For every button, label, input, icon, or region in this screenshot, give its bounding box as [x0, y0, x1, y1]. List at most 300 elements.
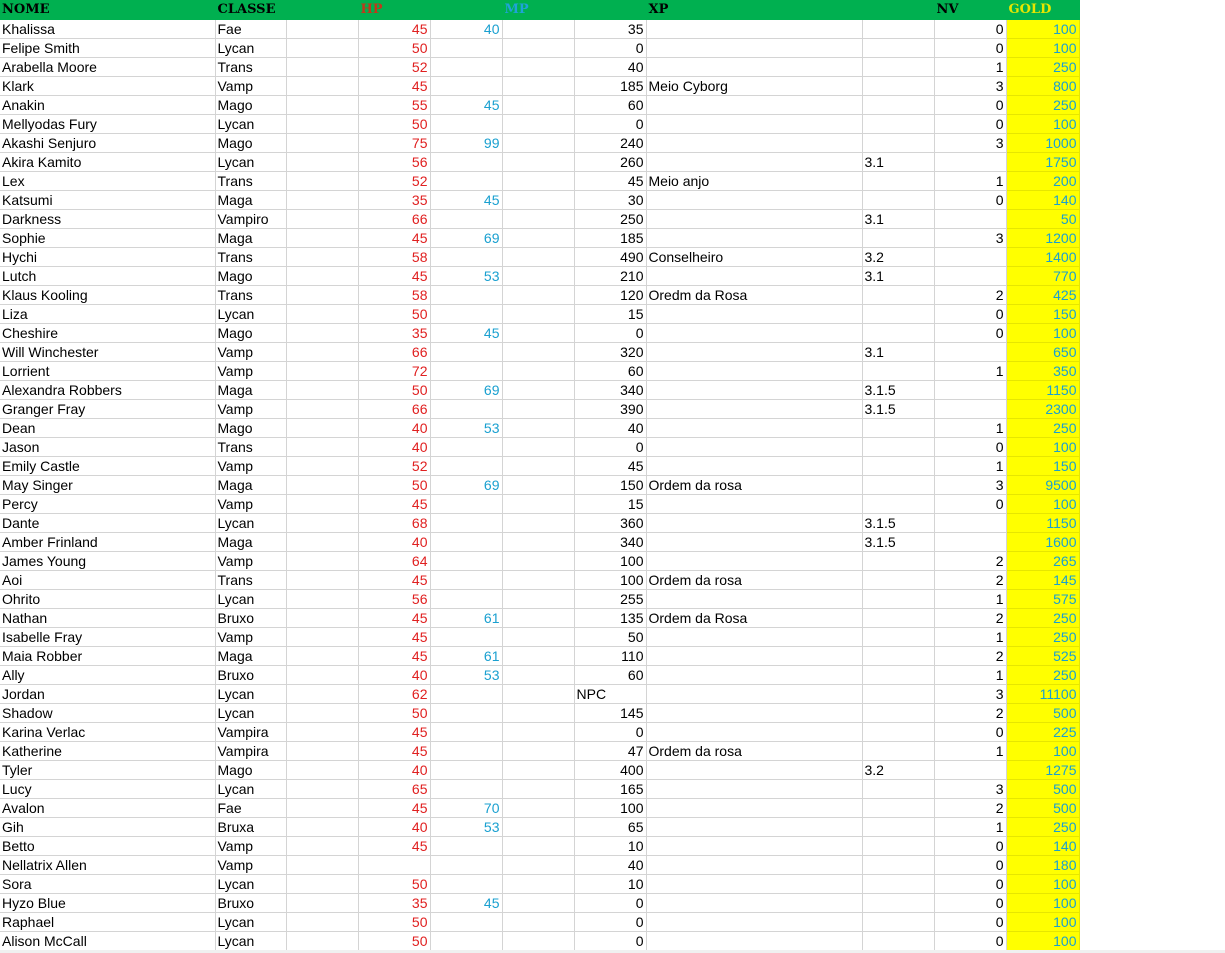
cell-hp[interactable]: 40 [358, 818, 430, 837]
cell-mp[interactable] [430, 913, 502, 932]
cell-nota[interactable] [646, 685, 862, 704]
cell-nome[interactable]: Katherine [0, 742, 215, 761]
cell-xp[interactable]: 60 [574, 666, 646, 685]
cell-hp[interactable]: 40 [358, 419, 430, 438]
cell-gold[interactable]: 100 [1006, 438, 1079, 457]
cell-nota[interactable] [646, 723, 862, 742]
cell-hp[interactable]: 50 [358, 39, 430, 58]
cell-empty[interactable] [286, 799, 358, 818]
cell-nota[interactable]: Meio Cyborg [646, 77, 862, 96]
cell-empty[interactable] [502, 742, 574, 761]
cell-empty[interactable] [286, 533, 358, 552]
cell-classe[interactable]: Bruxo [215, 894, 286, 913]
cell-nv-text[interactable] [862, 590, 934, 609]
cell-mp[interactable] [430, 172, 502, 191]
cell-xp[interactable]: 45 [574, 457, 646, 476]
cell-hp[interactable]: 45 [358, 837, 430, 856]
cell-classe[interactable]: Mago [215, 761, 286, 780]
cell-nv[interactable] [934, 210, 1006, 229]
cell-nv-text[interactable]: 3.1.5 [862, 400, 934, 419]
cell-nome[interactable]: Lucy [0, 780, 215, 799]
cell-gold[interactable]: 100 [1006, 324, 1079, 343]
cell-nome[interactable]: Hychi [0, 248, 215, 267]
cell-xp[interactable]: 10 [574, 875, 646, 894]
cell-classe[interactable]: Vamp [215, 552, 286, 571]
cell-classe[interactable]: Bruxo [215, 609, 286, 628]
cell-gold[interactable]: 1200 [1006, 229, 1079, 248]
cell-hp[interactable]: 52 [358, 58, 430, 77]
cell-nota[interactable] [646, 267, 862, 286]
cell-nome[interactable]: Betto [0, 837, 215, 856]
cell-empty[interactable] [286, 438, 358, 457]
cell-nome[interactable]: May Singer [0, 476, 215, 495]
cell-mp[interactable] [430, 514, 502, 533]
cell-nv[interactable]: 0 [934, 115, 1006, 134]
cell-mp[interactable]: 53 [430, 818, 502, 837]
cell-xp[interactable]: 65 [574, 818, 646, 837]
cell-gold[interactable]: 2300 [1006, 400, 1079, 419]
cell-xp[interactable]: NPC [574, 685, 646, 704]
cell-mp[interactable] [430, 533, 502, 552]
cell-nv[interactable]: 0 [934, 191, 1006, 210]
cell-nome[interactable]: Anakin [0, 96, 215, 115]
cell-nv[interactable]: 0 [934, 894, 1006, 913]
cell-nv-text[interactable] [862, 609, 934, 628]
cell-classe[interactable]: Trans [215, 248, 286, 267]
cell-nv-text[interactable] [862, 647, 934, 666]
header-hp[interactable]: HP [358, 0, 430, 20]
cell-nv-text[interactable] [862, 780, 934, 799]
cell-nota[interactable] [646, 932, 862, 951]
cell-xp[interactable]: 110 [574, 647, 646, 666]
cell-hp[interactable]: 50 [358, 381, 430, 400]
cell-nome[interactable]: Liza [0, 305, 215, 324]
cell-nome[interactable]: Hyzo Blue [0, 894, 215, 913]
cell-empty[interactable] [502, 704, 574, 723]
cell-nv-text[interactable] [862, 305, 934, 324]
cell-empty[interactable] [502, 438, 574, 457]
cell-hp[interactable]: 50 [358, 704, 430, 723]
cell-nota[interactable] [646, 514, 862, 533]
cell-xp[interactable]: 250 [574, 210, 646, 229]
cell-nota[interactable] [646, 913, 862, 932]
cell-hp[interactable]: 65 [358, 780, 430, 799]
cell-nv[interactable]: 1 [934, 362, 1006, 381]
cell-gold[interactable]: 1150 [1006, 381, 1079, 400]
cell-xp[interactable]: 40 [574, 419, 646, 438]
cell-mp[interactable]: 61 [430, 647, 502, 666]
cell-nv[interactable]: 2 [934, 552, 1006, 571]
cell-empty[interactable] [502, 77, 574, 96]
cell-nv-text[interactable]: 3.1 [862, 153, 934, 172]
cell-hp[interactable]: 72 [358, 362, 430, 381]
cell-classe[interactable]: Lycan [215, 685, 286, 704]
cell-nome[interactable]: Khalissa [0, 20, 215, 39]
cell-nv[interactable]: 3 [934, 229, 1006, 248]
cell-nota[interactable] [646, 362, 862, 381]
cell-nota[interactable] [646, 419, 862, 438]
cell-xp[interactable]: 40 [574, 58, 646, 77]
cell-xp[interactable]: 240 [574, 134, 646, 153]
cell-empty[interactable] [502, 666, 574, 685]
cell-nv[interactable] [934, 248, 1006, 267]
cell-nome[interactable]: James Young [0, 552, 215, 571]
cell-xp[interactable]: 50 [574, 628, 646, 647]
cell-classe[interactable]: Vamp [215, 628, 286, 647]
cell-xp[interactable]: 30 [574, 191, 646, 210]
cell-empty[interactable] [286, 837, 358, 856]
cell-nome[interactable]: Alexandra Robbers [0, 381, 215, 400]
cell-nv[interactable]: 1 [934, 590, 1006, 609]
cell-empty[interactable] [502, 248, 574, 267]
cell-empty[interactable] [502, 533, 574, 552]
cell-empty[interactable] [502, 913, 574, 932]
cell-nota[interactable] [646, 324, 862, 343]
cell-nota[interactable] [646, 552, 862, 571]
header-nv[interactable]: NV [934, 0, 1006, 20]
cell-gold[interactable]: 150 [1006, 305, 1079, 324]
cell-nota[interactable] [646, 780, 862, 799]
cell-empty[interactable] [286, 476, 358, 495]
cell-classe[interactable]: Vamp [215, 362, 286, 381]
cell-nv-text[interactable] [862, 324, 934, 343]
header-nome[interactable]: NOME [0, 0, 143, 20]
cell-nv[interactable]: 0 [934, 20, 1006, 39]
cell-nv-text[interactable] [862, 495, 934, 514]
cell-empty[interactable] [502, 723, 574, 742]
cell-nv[interactable]: 0 [934, 96, 1006, 115]
cell-xp[interactable]: 360 [574, 514, 646, 533]
cell-xp[interactable]: 145 [574, 704, 646, 723]
cell-mp[interactable]: 45 [430, 324, 502, 343]
cell-classe[interactable]: Fae [215, 20, 286, 39]
cell-empty[interactable] [286, 96, 358, 115]
cell-mp[interactable] [430, 742, 502, 761]
cell-xp[interactable]: 320 [574, 343, 646, 362]
cell-nv[interactable] [934, 400, 1006, 419]
cell-nv-text[interactable]: 3.1.5 [862, 514, 934, 533]
cell-xp[interactable]: 340 [574, 533, 646, 552]
cell-mp[interactable] [430, 438, 502, 457]
cell-nome[interactable]: Isabelle Fray [0, 628, 215, 647]
cell-empty[interactable] [286, 761, 358, 780]
header-xp[interactable]: XP [646, 0, 790, 20]
cell-classe[interactable]: Vamp [215, 856, 286, 875]
cell-hp[interactable]: 50 [358, 875, 430, 894]
cell-empty[interactable] [502, 457, 574, 476]
cell-nv[interactable] [934, 267, 1006, 286]
cell-classe[interactable]: Mago [215, 267, 286, 286]
cell-empty[interactable] [286, 286, 358, 305]
cell-nota[interactable] [646, 856, 862, 875]
cell-nome[interactable]: Raphael [0, 913, 215, 932]
cell-empty[interactable] [286, 191, 358, 210]
cell-nv-text[interactable]: 3.1.5 [862, 533, 934, 552]
cell-mp[interactable] [430, 875, 502, 894]
cell-empty[interactable] [502, 267, 574, 286]
cell-nota[interactable]: Ordem da rosa [646, 571, 862, 590]
cell-xp[interactable]: 100 [574, 552, 646, 571]
cell-empty[interactable] [502, 799, 574, 818]
cell-nv-text[interactable] [862, 229, 934, 248]
cell-hp[interactable]: 75 [358, 134, 430, 153]
cell-hp[interactable]: 45 [358, 267, 430, 286]
cell-nome[interactable]: Aoi [0, 571, 215, 590]
cell-classe[interactable]: Vampira [215, 742, 286, 761]
cell-mp[interactable] [430, 400, 502, 419]
cell-nv[interactable]: 1 [934, 742, 1006, 761]
cell-mp[interactable] [430, 362, 502, 381]
cell-classe[interactable]: Mago [215, 324, 286, 343]
cell-gold[interactable]: 100 [1006, 894, 1079, 913]
cell-hp[interactable]: 35 [358, 894, 430, 913]
cell-empty[interactable] [286, 818, 358, 837]
cell-mp[interactable] [430, 305, 502, 324]
cell-mp[interactable] [430, 932, 502, 951]
cell-mp[interactable]: 69 [430, 476, 502, 495]
cell-xp[interactable]: 15 [574, 495, 646, 514]
cell-classe[interactable]: Maga [215, 533, 286, 552]
cell-nv[interactable]: 1 [934, 628, 1006, 647]
cell-nome[interactable]: Granger Fray [0, 400, 215, 419]
cell-empty[interactable] [502, 552, 574, 571]
cell-classe[interactable]: Lycan [215, 932, 286, 951]
cell-xp[interactable]: 0 [574, 115, 646, 134]
header-mp[interactable]: MP [502, 0, 574, 20]
cell-nome[interactable]: Shadow [0, 704, 215, 723]
cell-mp[interactable] [430, 248, 502, 267]
cell-hp[interactable]: 50 [358, 476, 430, 495]
cell-nota[interactable] [646, 438, 862, 457]
cell-empty[interactable] [286, 780, 358, 799]
cell-classe[interactable]: Trans [215, 286, 286, 305]
cell-empty[interactable] [502, 571, 574, 590]
cell-nota[interactable] [646, 115, 862, 134]
cell-mp[interactable] [430, 457, 502, 476]
cell-empty[interactable] [502, 894, 574, 913]
cell-nv[interactable]: 3 [934, 476, 1006, 495]
cell-empty[interactable] [502, 153, 574, 172]
cell-empty[interactable] [502, 685, 574, 704]
cell-nv-text[interactable] [862, 134, 934, 153]
cell-nota[interactable] [646, 818, 862, 837]
cell-nota[interactable] [646, 58, 862, 77]
cell-mp[interactable]: 45 [430, 191, 502, 210]
cell-nome[interactable]: Jordan [0, 685, 215, 704]
cell-nota[interactable] [646, 761, 862, 780]
cell-gold[interactable]: 250 [1006, 628, 1079, 647]
cell-nv[interactable]: 3 [934, 77, 1006, 96]
cell-mp[interactable] [430, 210, 502, 229]
cell-classe[interactable]: Trans [215, 571, 286, 590]
cell-hp[interactable]: 35 [358, 191, 430, 210]
cell-nota[interactable] [646, 400, 862, 419]
cell-nome[interactable]: Maia Robber [0, 647, 215, 666]
cell-empty[interactable] [286, 495, 358, 514]
cell-gold[interactable]: 500 [1006, 704, 1079, 723]
cell-xp[interactable]: 185 [574, 77, 646, 96]
cell-empty[interactable] [286, 267, 358, 286]
cell-nota[interactable] [646, 799, 862, 818]
cell-empty[interactable] [286, 115, 358, 134]
cell-gold[interactable]: 180 [1006, 856, 1079, 875]
cell-mp[interactable] [430, 723, 502, 742]
cell-xp[interactable]: 45 [574, 172, 646, 191]
cell-empty[interactable] [502, 362, 574, 381]
cell-nv[interactable]: 0 [934, 856, 1006, 875]
cell-nome[interactable]: Cheshire [0, 324, 215, 343]
cell-empty[interactable] [286, 913, 358, 932]
cell-xp[interactable]: 135 [574, 609, 646, 628]
cell-hp[interactable]: 66 [358, 210, 430, 229]
cell-empty[interactable] [286, 932, 358, 951]
cell-nome[interactable]: Avalon [0, 799, 215, 818]
cell-empty[interactable] [502, 761, 574, 780]
cell-hp[interactable]: 40 [358, 666, 430, 685]
cell-gold[interactable]: 100 [1006, 20, 1079, 39]
cell-empty[interactable] [502, 96, 574, 115]
cell-empty[interactable] [286, 343, 358, 362]
cell-empty[interactable] [502, 818, 574, 837]
cell-classe[interactable]: Maga [215, 229, 286, 248]
cell-empty[interactable] [286, 723, 358, 742]
cell-nv[interactable] [934, 514, 1006, 533]
cell-nota[interactable] [646, 229, 862, 248]
cell-xp[interactable]: 100 [574, 571, 646, 590]
cell-empty[interactable] [286, 894, 358, 913]
cell-classe[interactable]: Vamp [215, 837, 286, 856]
cell-gold[interactable]: 250 [1006, 96, 1079, 115]
cell-nome[interactable]: Sora [0, 875, 215, 894]
cell-hp[interactable]: 56 [358, 153, 430, 172]
cell-empty[interactable] [286, 20, 358, 39]
cell-xp[interactable]: 0 [574, 932, 646, 951]
cell-hp[interactable]: 62 [358, 685, 430, 704]
cell-gold[interactable]: 500 [1006, 780, 1079, 799]
cell-mp[interactable] [430, 39, 502, 58]
cell-xp[interactable]: 60 [574, 96, 646, 115]
cell-xp[interactable]: 0 [574, 913, 646, 932]
cell-empty[interactable] [502, 400, 574, 419]
cell-xp[interactable]: 0 [574, 39, 646, 58]
cell-nota[interactable] [646, 305, 862, 324]
cell-empty[interactable] [502, 476, 574, 495]
cell-nv[interactable]: 0 [934, 495, 1006, 514]
cell-empty[interactable] [286, 362, 358, 381]
cell-gold[interactable]: 9500 [1006, 476, 1079, 495]
cell-hp[interactable]: 45 [358, 647, 430, 666]
header-gold[interactable]: GOLD [1006, 0, 1079, 20]
cell-nv[interactable]: 2 [934, 704, 1006, 723]
cell-gold[interactable]: 770 [1006, 267, 1079, 286]
cell-classe[interactable]: Vampiro [215, 210, 286, 229]
cell-empty[interactable] [502, 191, 574, 210]
cell-xp[interactable]: 150 [574, 476, 646, 495]
cell-nv-text[interactable]: 3.1 [862, 210, 934, 229]
cell-empty[interactable] [286, 875, 358, 894]
cell-nome[interactable]: Felipe Smith [0, 39, 215, 58]
cell-hp[interactable]: 45 [358, 799, 430, 818]
cell-nv[interactable]: 2 [934, 799, 1006, 818]
cell-gold[interactable]: 500 [1006, 799, 1079, 818]
cell-nota[interactable] [646, 495, 862, 514]
cell-nome[interactable]: Klaus Kooling [0, 286, 215, 305]
cell-xp[interactable]: 400 [574, 761, 646, 780]
cell-mp[interactable] [430, 704, 502, 723]
cell-mp[interactable] [430, 343, 502, 362]
cell-xp[interactable]: 0 [574, 894, 646, 913]
cell-nome[interactable]: Percy [0, 495, 215, 514]
cell-empty[interactable] [502, 343, 574, 362]
cell-nota[interactable] [646, 191, 862, 210]
cell-nome[interactable]: Katsumi [0, 191, 215, 210]
cell-nome[interactable]: Gih [0, 818, 215, 837]
cell-nv[interactable]: 0 [934, 305, 1006, 324]
cell-mp[interactable]: 69 [430, 229, 502, 248]
cell-hp[interactable]: 40 [358, 438, 430, 457]
cell-nota[interactable] [646, 343, 862, 362]
cell-nome[interactable]: Ally [0, 666, 215, 685]
cell-gold[interactable]: 650 [1006, 343, 1079, 362]
header-empty-j[interactable] [790, 0, 862, 20]
cell-gold[interactable]: 225 [1006, 723, 1079, 742]
cell-empty[interactable] [286, 704, 358, 723]
cell-xp[interactable]: 490 [574, 248, 646, 267]
cell-nota[interactable]: Conselheiro [646, 248, 862, 267]
cell-hp[interactable]: 45 [358, 571, 430, 590]
cell-gold[interactable]: 250 [1006, 818, 1079, 837]
cell-classe[interactable]: Vamp [215, 77, 286, 96]
cell-mp[interactable]: 40 [430, 20, 502, 39]
cell-mp[interactable]: 45 [430, 894, 502, 913]
cell-empty[interactable] [286, 248, 358, 267]
cell-empty[interactable] [286, 685, 358, 704]
cell-nota[interactable] [646, 20, 862, 39]
cell-nv[interactable]: 1 [934, 172, 1006, 191]
cell-empty[interactable] [502, 609, 574, 628]
cell-hp[interactable]: 50 [358, 115, 430, 134]
cell-nv-text[interactable] [862, 115, 934, 134]
cell-nome[interactable]: Akira Kamito [0, 153, 215, 172]
cell-classe[interactable]: Lycan [215, 780, 286, 799]
cell-nv[interactable] [934, 533, 1006, 552]
cell-empty[interactable] [286, 210, 358, 229]
cell-hp[interactable]: 45 [358, 628, 430, 647]
cell-nv-text[interactable] [862, 552, 934, 571]
cell-mp[interactable] [430, 77, 502, 96]
cell-nota[interactable] [646, 894, 862, 913]
cell-nome[interactable]: Will Winchester [0, 343, 215, 362]
cell-empty[interactable] [502, 856, 574, 875]
cell-nota[interactable] [646, 381, 862, 400]
cell-xp[interactable]: 47 [574, 742, 646, 761]
cell-xp[interactable]: 255 [574, 590, 646, 609]
cell-empty[interactable] [502, 20, 574, 39]
cell-nome[interactable]: Tyler [0, 761, 215, 780]
cell-nv[interactable]: 1 [934, 457, 1006, 476]
cell-gold[interactable]: 1275 [1006, 761, 1079, 780]
cell-gold[interactable]: 1000 [1006, 134, 1079, 153]
cell-classe[interactable]: Mago [215, 419, 286, 438]
cell-xp[interactable]: 165 [574, 780, 646, 799]
cell-mp[interactable] [430, 856, 502, 875]
cell-empty[interactable] [502, 115, 574, 134]
cell-empty[interactable] [502, 875, 574, 894]
cell-nome[interactable]: Akashi Senjuro [0, 134, 215, 153]
cell-nota[interactable]: Ordem da rosa [646, 742, 862, 761]
cell-mp[interactable] [430, 552, 502, 571]
cell-nome[interactable]: Nellatrix Allen [0, 856, 215, 875]
